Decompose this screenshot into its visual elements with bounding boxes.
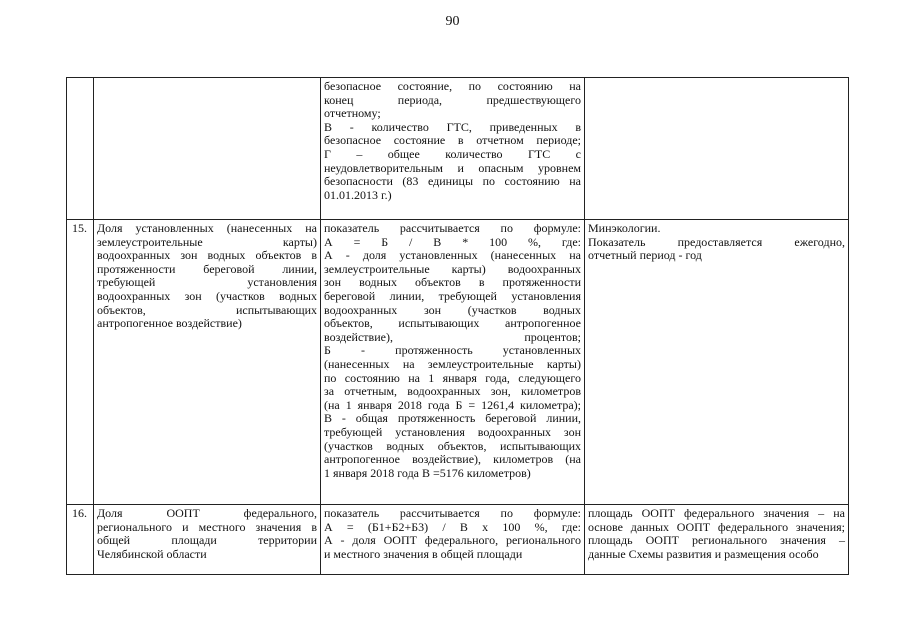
- formula-text-line: объектов, испытывающих антропогенное: [324, 316, 581, 331]
- name-text-line: объектов, испытывающих: [97, 302, 317, 317]
- name-text-line: антропогенное воздействие): [97, 316, 242, 331]
- name-text-line: водоохранных зон водных объектов в: [97, 248, 317, 263]
- cell-formula: [321, 78, 585, 220]
- source-text-line: площадь ООПТ регионального значения –: [588, 533, 845, 548]
- name-text-line: землеустроительные карты): [97, 234, 317, 249]
- cell-name: [94, 505, 321, 575]
- formula-text-line: водоохранных зон (участков водных: [324, 302, 581, 317]
- cell-name: [94, 78, 321, 220]
- page-number: 90: [445, 14, 460, 29]
- source-text-line: Показатель предоставляется ежегодно,: [588, 234, 845, 249]
- formula-text-line: (нанесенных на землеустроительные карты): [324, 356, 581, 371]
- cell-source: [585, 220, 849, 505]
- formula-text-line: безопасное состояние, по состоянию на: [324, 79, 581, 93]
- source-text-line: Минэкологии.: [588, 221, 661, 235]
- row-number: 16.: [72, 506, 87, 520]
- cell-name: [94, 220, 321, 505]
- name-text-line: Доля ООПТ федерального,: [97, 506, 317, 520]
- formula-text-line: А - доля установленных (нанесенных на: [324, 248, 581, 263]
- row-number: 15.: [72, 221, 87, 235]
- table-row: [67, 78, 849, 220]
- formula-text-line: 1 января 2018 года В =5176 километров): [324, 465, 531, 480]
- row-number-cell: [67, 220, 94, 505]
- formula-text-line: требующей установления водоохранных зон: [324, 424, 581, 439]
- name-text-line: протяженности береговой линии,: [97, 261, 317, 276]
- source-text-line: отчетный период - год: [588, 248, 702, 263]
- name-text-line: водоохранных зон (участков водных: [97, 288, 317, 303]
- formula-text-line: зон водных объектов в протяженности: [324, 275, 581, 290]
- formula-text-line: (участков водных объектов, испытывающих: [324, 438, 581, 453]
- name-text-line: общей площади территории: [97, 533, 317, 548]
- formula-text-line: по состоянию на 1 января года, следующего: [324, 370, 581, 385]
- formula-text-line: безопасное состояние в отчетном периоде;: [324, 133, 581, 148]
- formula-text-line: (на 1 января 2018 года Б = 1261,4 километра);: [324, 397, 581, 412]
- formula-text-line: береговой линии, требующей установления: [324, 288, 581, 303]
- formula-text-line: А - доля ООПТ федерального, регионального: [324, 533, 581, 548]
- table-row: [67, 220, 849, 505]
- formula-text-line: 01.01.2013 г.): [324, 187, 392, 202]
- source-text-line: данные Схемы развития и размещения особо: [588, 546, 819, 561]
- name-text-line: требующей установления: [97, 275, 317, 290]
- formula-text-line: конец периода, предшествующего: [324, 92, 581, 107]
- formula-text-line: и местного значения в общей площади: [324, 546, 523, 561]
- source-text-line: основе данных ООПТ федерального значения;: [588, 519, 845, 534]
- formula-text-line: безопасности (83 единицы по состоянию на: [324, 174, 581, 189]
- formula-text-line: А = (Б1+Б2+Б3) / В х 100 %, где:: [324, 519, 581, 534]
- formula-text-line: В - количество ГТС, приведенных в: [324, 119, 581, 134]
- cell-source: [585, 78, 849, 220]
- cell-formula: [321, 505, 585, 575]
- row-number-cell: [67, 78, 94, 220]
- formula-text-line: В - общая протяженность береговой линии,: [324, 411, 581, 426]
- formula-text-line: неудовлетворительным и опасным уровнем: [324, 160, 581, 175]
- formula-text-line: землеустроительные карты) водоохранных: [324, 261, 581, 276]
- table-row: [67, 505, 849, 575]
- formula-text-line: отчетному;: [324, 106, 381, 121]
- indicator-table: [66, 77, 849, 575]
- name-text-line: Челябинской области: [97, 546, 207, 561]
- formula-text-line: показатель рассчитывается по формуле:: [324, 506, 581, 520]
- formula-text-line: показатель рассчитывается по формуле:: [324, 221, 581, 235]
- formula-text-line: Г – общее количество ГТС с: [324, 146, 581, 161]
- row-number-cell: [67, 505, 94, 575]
- formula-text-line: воздействие), процентов;: [324, 329, 581, 344]
- formula-text-line: за отчетным, водоохранных зон, километров: [324, 384, 581, 399]
- name-text-line: Доля установленных (нанесенных на: [97, 221, 317, 235]
- cell-formula: [321, 220, 585, 505]
- formula-text-line: А = Б / В * 100 %, где:: [324, 234, 581, 249]
- name-text-line: регионального и местного значения в: [97, 519, 317, 534]
- formula-text-line: антропогенное воздействие), километров (на: [324, 452, 581, 467]
- cell-source: [585, 505, 849, 575]
- formula-text-line: Б - протяженность установленных: [324, 343, 581, 358]
- source-text-line: площадь ООПТ федерального значения – на: [588, 506, 845, 520]
